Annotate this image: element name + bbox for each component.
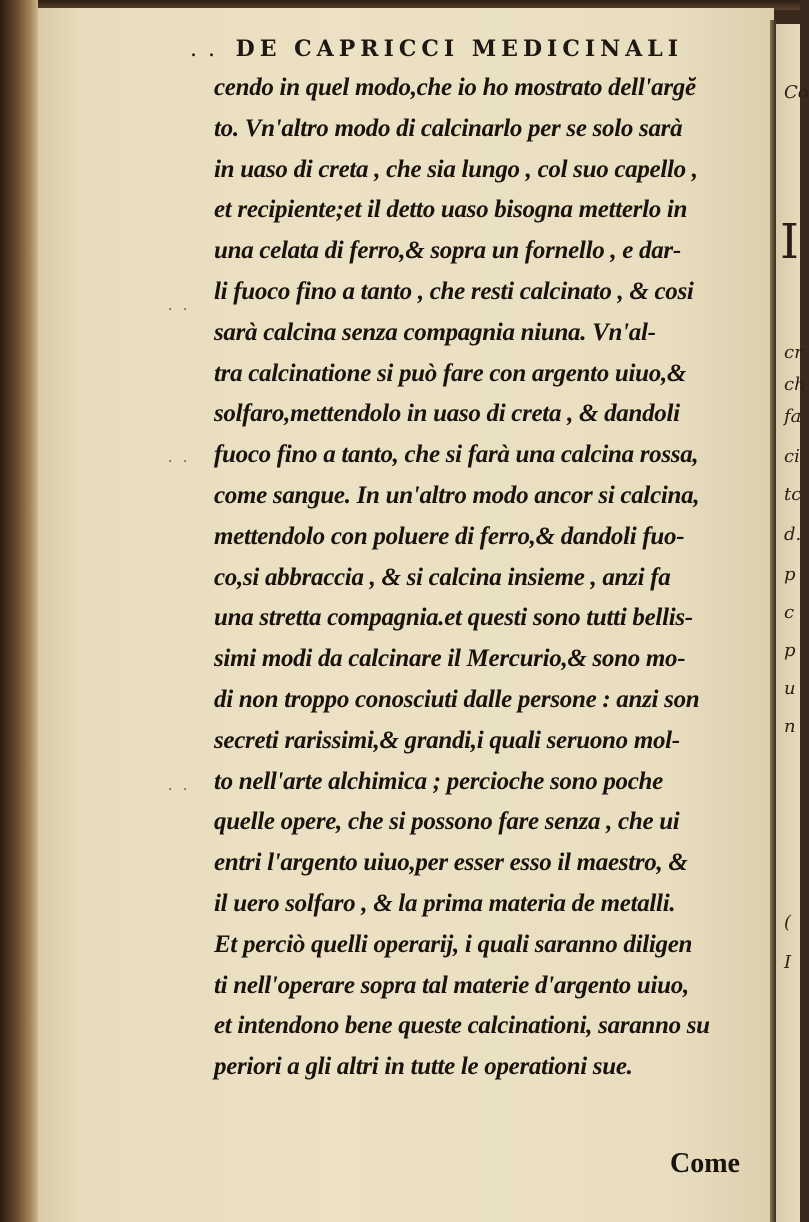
facing-page-fragment: d. xyxy=(784,524,802,545)
text-line: solfaro,mettendolo in uaso di creta , & dandoli xyxy=(214,400,680,428)
text-line: et intendono bene queste calcinationi, saranno su xyxy=(214,1012,710,1040)
text-line: li fuoco fino a tanto , che resti calcinato , & cosi xyxy=(214,277,694,305)
text-line: secreti rarissimi,& grandi,i quali seruono mol- xyxy=(214,726,680,754)
facing-page-fragment: cr xyxy=(784,342,803,363)
text-line: ti nell'operare sopra tal materie d'argento uiuo, xyxy=(214,971,689,999)
text-line: et recipiente;et il detto uaso bisogna metterlo in xyxy=(214,196,688,224)
text-line: to nell'arte alchimica ; percioche sono poche xyxy=(214,767,663,795)
facing-page-fragment: n xyxy=(784,716,796,737)
text-line: quelle opere, che si possono fare senza , che ui xyxy=(214,808,680,836)
text-line: tra calcinatione si può fare con argento uiuo,& xyxy=(214,359,687,387)
facing-page-edge xyxy=(776,24,809,1222)
text-line: co,si abbraccia , & si calcina insieme , anzi fa xyxy=(214,563,671,591)
facing-page-fragment: ch xyxy=(784,374,806,395)
text-line: entri l'argento uiuo,per esser esso il maestro, & xyxy=(214,849,688,877)
facing-page-fragment: I xyxy=(784,952,792,973)
text-line: il uero solfaro , & la prima materia de metalli. xyxy=(214,889,676,917)
facing-page-fragment: ( xyxy=(784,912,792,933)
margin-mark: . . xyxy=(168,298,191,314)
facing-page-fragment: u xyxy=(784,678,796,699)
text-line: come sangue. In un'altro modo ancor si calcina, xyxy=(214,481,700,509)
facing-page-fragment: I xyxy=(780,214,799,270)
text-line: fuoco fino a tanto, che si farà una calcina rossa, xyxy=(214,441,699,469)
header-title: DE CAPRICCI MEDICINALI xyxy=(235,36,684,62)
text-line: to. Vn'altro modo di calcinarlo per se solo sarà xyxy=(214,114,683,142)
facing-page-fragment: Co xyxy=(784,82,809,103)
text-line: una stretta compagnia.et questi sono tutti bellis- xyxy=(214,604,693,632)
running-header xyxy=(190,36,750,66)
header-dots: . . xyxy=(190,37,217,62)
margin-mark: . . xyxy=(168,450,191,466)
facing-page-fragment: ci xyxy=(784,446,800,467)
body-text xyxy=(214,68,774,1088)
facing-page-fragment: fa xyxy=(784,406,802,427)
facing-page-fragment: c xyxy=(784,602,795,623)
text-line: sarà calcina senza compagnia niuna. Vn'al- xyxy=(214,318,656,346)
text-line: periori a gli altri in tutte le operationi sue. xyxy=(214,1053,633,1081)
facing-page-fragment: tc xyxy=(784,484,802,505)
catchword: Come xyxy=(670,1148,740,1179)
text-line: simi modi da calcinare il Mercurio,& sono mo- xyxy=(214,645,686,673)
text-line: in uaso di creta , che sia lungo , col suo capello , xyxy=(214,155,698,183)
text-line: cendo in quel modo,che io ho mostrato dell'argĕ xyxy=(214,74,696,101)
margin-mark: . . xyxy=(168,778,191,794)
text-line: di non troppo conosciuti dalle persone : anzi son xyxy=(214,685,700,713)
text-line: una celata di ferro,& sopra un fornello , e dar- xyxy=(214,237,681,265)
facing-page-fragment: p xyxy=(784,564,796,585)
facing-page-fragment: p xyxy=(784,640,796,661)
text-line: Et perciò quelli operarij, i quali saranno diligen xyxy=(214,930,693,958)
book-spine xyxy=(0,0,38,1222)
text-line: mettendolo con poluere di ferro,& dandoli fuo- xyxy=(214,522,685,550)
